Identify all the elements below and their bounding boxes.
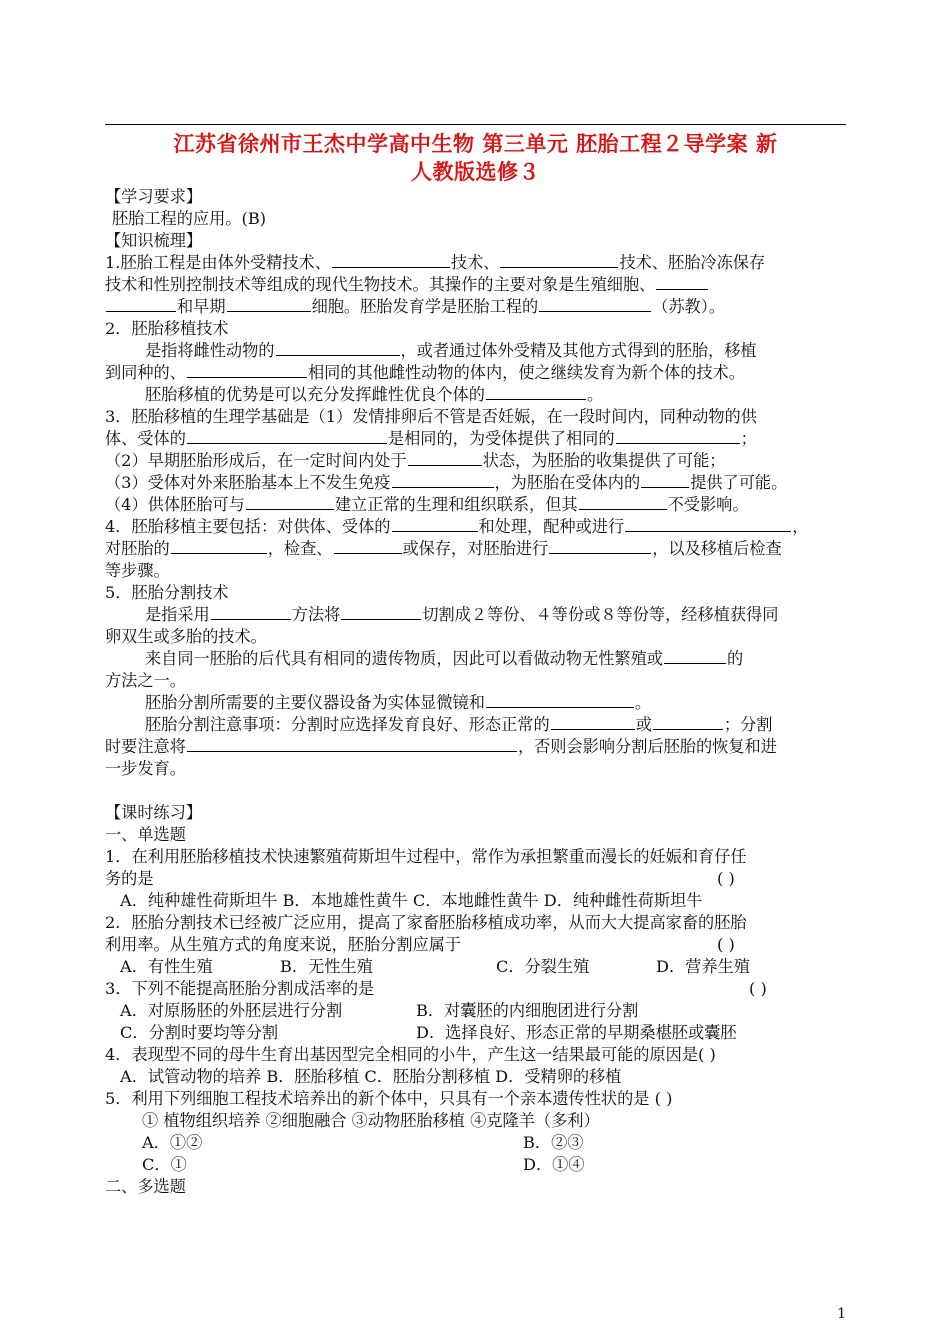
- blank: [276, 341, 400, 356]
- s2-line-1: 是指将雌性动物的 ，或者通过体外受精及其他方式得到的胚胎，移植: [145, 341, 757, 360]
- blank: [539, 297, 651, 312]
- blank: [334, 539, 402, 554]
- s5-line-1: 是指采用 方法将 切割成２等份、４等份或８等份等，经移植获得同: [145, 605, 779, 624]
- section2-title: 2．胚胎移植技术: [105, 319, 229, 338]
- blank: [579, 495, 667, 510]
- blank: [171, 539, 267, 554]
- s5-line-3: 来自同一胚胎的后代具有相同的遗传物质，因此可以看做动物无性繁殖或 的: [145, 649, 744, 668]
- s5-line-7: 时要注意将 ，否则会影响分割后胚胎的恢复和进: [105, 737, 777, 756]
- p1-line-3: 和早期 细胞。胚胎发育学是胚胎工程的 （苏教）。: [105, 296, 850, 318]
- s3-line-1: 3．胚胎移植的生理学基础是（1）发情排卵后不管是否妊娠，在一段时间内，同种动物的供: [105, 407, 757, 426]
- blank: [187, 429, 387, 444]
- s3-line-2: 体、受体的 是相同的，为受体提供了相同的 ；: [105, 429, 757, 448]
- s4-line-3: 等步骤。: [105, 561, 170, 580]
- blank: [656, 275, 708, 290]
- q2-answer-paren: ( ): [717, 935, 735, 954]
- blank: [187, 737, 517, 752]
- requirements-item: 胚胎工程的应用。(B): [112, 209, 267, 228]
- s3-line-4: （3）受体对外来胚胎基本上不发生免疫 ，为胚胎在受体内的 提供了可能。: [105, 473, 788, 492]
- q3-option-d: D．选择良好、形态正常的早期桑椹胚或囊胚: [416, 1023, 737, 1042]
- p1-line-1: 1.胚胎工程是由体外受精技术、 技术、 技术、胚胎冷冻保存: [105, 253, 766, 272]
- s4-line-1: 4．胚胎移植主要包括：对供体、受体的 和处理，配种或进行 ，: [105, 517, 809, 536]
- section5-title: 5．胚胎分割技术: [105, 583, 229, 602]
- q5-option-a: A．①②: [142, 1133, 203, 1152]
- p1-line-2: 技术和性别控制技术等组成的现代生物技术。其操作的主要对象是生殖细胞、: [105, 274, 850, 296]
- multi-choice-heading: 二、多选题: [105, 1177, 186, 1196]
- q2-options: [120, 956, 865, 978]
- blank: [641, 473, 689, 488]
- blank: [392, 517, 478, 532]
- q1-options: A．纯种雄性荷斯坦牛 B．本地雄性黄牛 C．本地雌性黄牛 D．纯种雌性荷斯坦牛: [120, 891, 703, 910]
- s5-line-2: 卵双生或多胎的技术。: [105, 627, 267, 646]
- knowledge-heading: 【知识梳理】: [105, 231, 203, 250]
- blank: [664, 649, 726, 664]
- q3-option-b: B．对囊胚的内细胞团进行分割: [416, 1001, 639, 1020]
- blank: [486, 693, 634, 708]
- q5-items: ① 植物组织培养 ②细胞融合 ③动物胚胎移植 ④克隆羊（多利）: [142, 1111, 600, 1130]
- q5-options-row-1: [142, 1132, 887, 1154]
- header-rule: [105, 124, 846, 125]
- blank: [246, 495, 334, 510]
- q3-option-c: C．分割时要均等分割: [120, 1023, 279, 1042]
- s2-line-2: 到同种的、 相同的其他雌性动物的体内，使之继续发育为新个体的技术。: [105, 363, 745, 382]
- q2-line-2: 利用率。从生殖方式的角度来说，胚胎分割应属于 ( ): [105, 935, 735, 954]
- blank: [625, 517, 791, 532]
- blank: [549, 539, 651, 554]
- blank: [341, 605, 421, 620]
- q5-options-row-2: [142, 1154, 887, 1176]
- q3-options-row-2: [120, 1022, 865, 1044]
- blank: [106, 297, 176, 312]
- q5-line-1: 5．利用下列细胞工程技术培养出的新个体中，只具有一个亲本遗传性状的是 ( ): [105, 1089, 673, 1108]
- q2-option-c: C．分裂生殖: [496, 957, 590, 976]
- blank: [408, 451, 482, 466]
- practice-heading: 【课时练习】: [105, 803, 203, 822]
- blank: [332, 253, 450, 268]
- s5-line-4: 方法之一。: [105, 671, 186, 690]
- page-number: 1: [837, 1306, 846, 1322]
- blank: [616, 429, 740, 444]
- blank: [187, 363, 307, 378]
- s2-line-3: 胚胎移植的优势是可以充分发挥雌性优良个体的 。: [145, 385, 604, 404]
- blank: [486, 385, 586, 400]
- blank: [653, 715, 723, 730]
- q4-line-1: 4．表现型不同的母牛生育出基因型完全相同的小牛，产生这一结果最可能的原因是( ): [105, 1045, 716, 1064]
- blank: [227, 297, 311, 312]
- s3-line-3: （2）早期胚胎形成后，在一定时间内处于 状态，为胚胎的收集提供了可能；: [105, 451, 726, 470]
- q1-line-2: 务的是 ( ): [105, 869, 735, 888]
- q5-option-b: B．②③: [523, 1133, 584, 1152]
- single-choice-heading: 一、单选题: [105, 825, 186, 844]
- s4-line-2: 对胚胎的 ，检查、 或保存，对胚胎进行 ，以及移植后检查: [105, 539, 782, 558]
- requirements-heading: 【学习要求】: [105, 187, 203, 206]
- s3-line-5: （4）供体胚胎可与 建立正常的生理和组织联系，但其 不受影响。: [105, 495, 749, 514]
- q2-option-a: A．有性生殖: [120, 957, 213, 976]
- q3-line-1: 3．下列不能提高胚胎分割成活率的是 ( ): [105, 979, 767, 998]
- q2-option-d: D．营养生殖: [656, 957, 750, 976]
- s5-line-6: 胚胎分割注意事项：分割时应选择发育良好、形态正常的 或 ；分割: [145, 715, 773, 734]
- q2-line-1: 2．胚胎分割技术已经被广泛应用，提高了家畜胚胎移植成功率，从而大大提高家畜的胚胎: [105, 913, 747, 932]
- q5-option-c: C．①: [142, 1155, 187, 1174]
- title-line-2: 人教版选修３: [411, 159, 540, 184]
- blank: [500, 253, 618, 268]
- q3-options-row-1: [120, 1000, 865, 1022]
- blank: [211, 605, 291, 620]
- document-title: [105, 130, 846, 186]
- q5-option-d: D．①④: [523, 1155, 585, 1174]
- q1-line-1: 1．在利用胚胎移植技术快速繁殖荷斯坦牛过程中，常作为承担繁重而漫长的妊娠和育仔任: [105, 847, 747, 866]
- q3-answer-paren: ( ): [749, 979, 767, 998]
- s5-line-5: 胚胎分割所需要的主要仪器设备为实体显微镜和 。: [145, 693, 652, 712]
- q2-option-b: B．无性生殖: [280, 957, 373, 976]
- title-line-1: 江苏省徐州市王杰中学高中生物 第三单元 胚胎工程２导学案 新: [173, 131, 778, 156]
- q3-option-a: A．对原肠胚的外胚层进行分割: [120, 1001, 343, 1020]
- q1-answer-paren: ( ): [717, 869, 735, 888]
- q4-options: A．试管动物的培养 B．胚胎移植 C．胚胎分割移植 D．受精卵的移植: [120, 1067, 622, 1086]
- s5-line-8: 一步发育。: [105, 759, 186, 778]
- blank: [551, 715, 635, 730]
- blank: [392, 473, 494, 488]
